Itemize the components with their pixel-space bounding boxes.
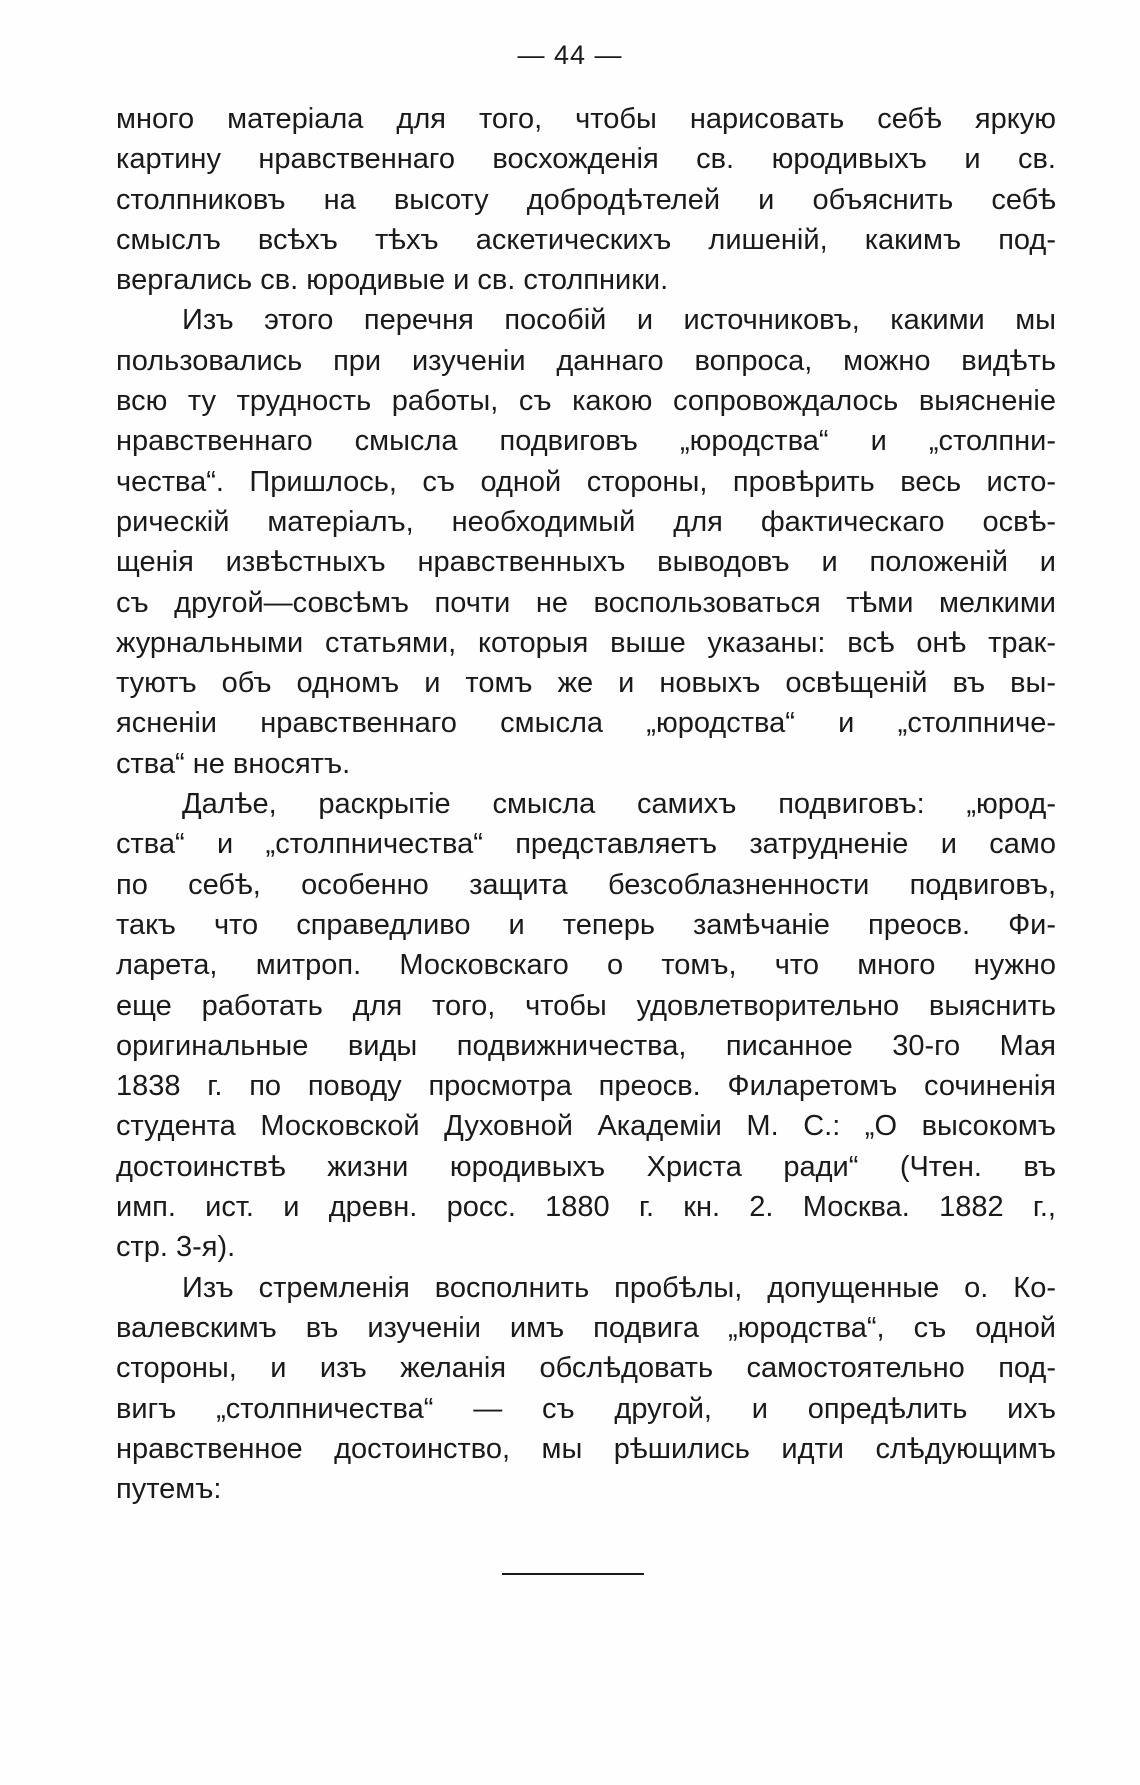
- page-number: — 44 —: [517, 40, 623, 70]
- text-line: ясненіи нравственнаго смысла „юродства“ и „столпниче-: [116, 707, 1056, 740]
- text-body: [116, 99, 1056, 1509]
- text-line: 1838 г. по поводу просмотра преосв. Филаретомъ сочиненія: [116, 1070, 1056, 1103]
- text-line: еще работать для того, чтобы удовлетворительно выяснить: [116, 989, 1056, 1022]
- text-line: столпниковъ на высоту добродѣтелей и объяснить себѣ: [116, 183, 1056, 216]
- text-line: стр. 3-я).: [116, 1231, 236, 1264]
- text-line: смыслъ всѣхъ тѣхъ аскетическихъ лишеній, какимъ под-: [116, 223, 1056, 256]
- text-line: Изъ стремленія восполнить пробѣлы, допущенные о. Ко-: [182, 1271, 1056, 1304]
- text-line: стороны, и изъ желанія обслѣдовать самостоятельно под-: [116, 1352, 1056, 1385]
- text-line: много матеріала для того, чтобы нарисовать себѣ яркую: [116, 103, 1056, 135]
- text-line: вергались св. юродивые и св. столпники.: [116, 264, 669, 297]
- paragraph-2: [116, 300, 1056, 784]
- text-line: оригинальные виды подвижничества, писанное 30-го Мая: [116, 1029, 1056, 1062]
- text-line: ства“ и „столпничества“ представляетъ затрудненіе и само: [116, 828, 1056, 861]
- text-line: щенія извѣстныхъ нравственныхъ выводовъ и положеній и: [116, 546, 1056, 579]
- text-line: рическій матеріалъ, необходимый для фактическаго освѣ-: [116, 505, 1056, 538]
- text-line: ларета, митроп. Московскаго о томъ, что много нужно: [116, 949, 1056, 982]
- text-line: съ другой—совсѣмъ почти не воспользоваться тѣми мелкими: [116, 586, 1056, 619]
- paragraph-4: [116, 1268, 1056, 1510]
- text-line: валевскимъ въ изученіи имъ подвига „юродства“, съ одной: [116, 1311, 1056, 1344]
- text-line: всю ту трудность работы, съ какою сопровождалось выясненіе: [116, 385, 1056, 418]
- text-line: журнальными статьями, которыя выше указаны: всѣ онѣ трак-: [116, 626, 1056, 659]
- text-line: чества“. Пришлось, съ одной стороны, провѣрить весь исто-: [116, 465, 1056, 498]
- text-line: картину нравственнаго восхожденія св. юродивыхъ и св.: [116, 143, 1056, 176]
- paragraph-1: [116, 99, 1056, 300]
- text-line: достоинствѣ жизни юродивыхъ Христа ради“ (Чтен. въ: [116, 1150, 1056, 1183]
- text-line: по себѣ, особенно защита безсоблазненности подвиговъ,: [116, 868, 1056, 901]
- text-line: туютъ объ одномъ и томъ же и новыхъ освѣщеній въ вы-: [116, 667, 1056, 700]
- text-line: такъ что справедливо и теперь замѣчаніе преосв. Фи-: [116, 908, 1056, 941]
- paragraph-3: [116, 784, 1056, 1268]
- text-line: ства“ не вносятъ.: [116, 747, 351, 780]
- text-line: Далѣе, раскрытіе смысла самихъ подвиговъ: „юрод-: [182, 788, 1056, 821]
- text-line: Изъ этого перечня пособій и источниковъ, какими мы: [182, 304, 1056, 337]
- text-line: пользовались при изученіи даннаго вопроса, можно видѣть: [116, 344, 1056, 377]
- text-line: путемъ:: [116, 1473, 222, 1506]
- section-separator-rule: [502, 1573, 644, 1575]
- text-line: нравственнаго смысла подвиговъ „юродства“ и „столпни-: [116, 425, 1056, 458]
- text-line: нравственное достоинство, мы рѣшились идти слѣдующимъ: [116, 1432, 1056, 1465]
- text-line: имп. ист. и древн. росс. 1880 г. кн. 2. Москва. 1882 г.,: [116, 1191, 1056, 1224]
- text-line: вигъ „столпничества“ — съ другой, и опредѣлить ихъ: [116, 1392, 1056, 1425]
- text-line: студента Московской Духовной Академіи М. С.: „О высокомъ: [116, 1110, 1056, 1143]
